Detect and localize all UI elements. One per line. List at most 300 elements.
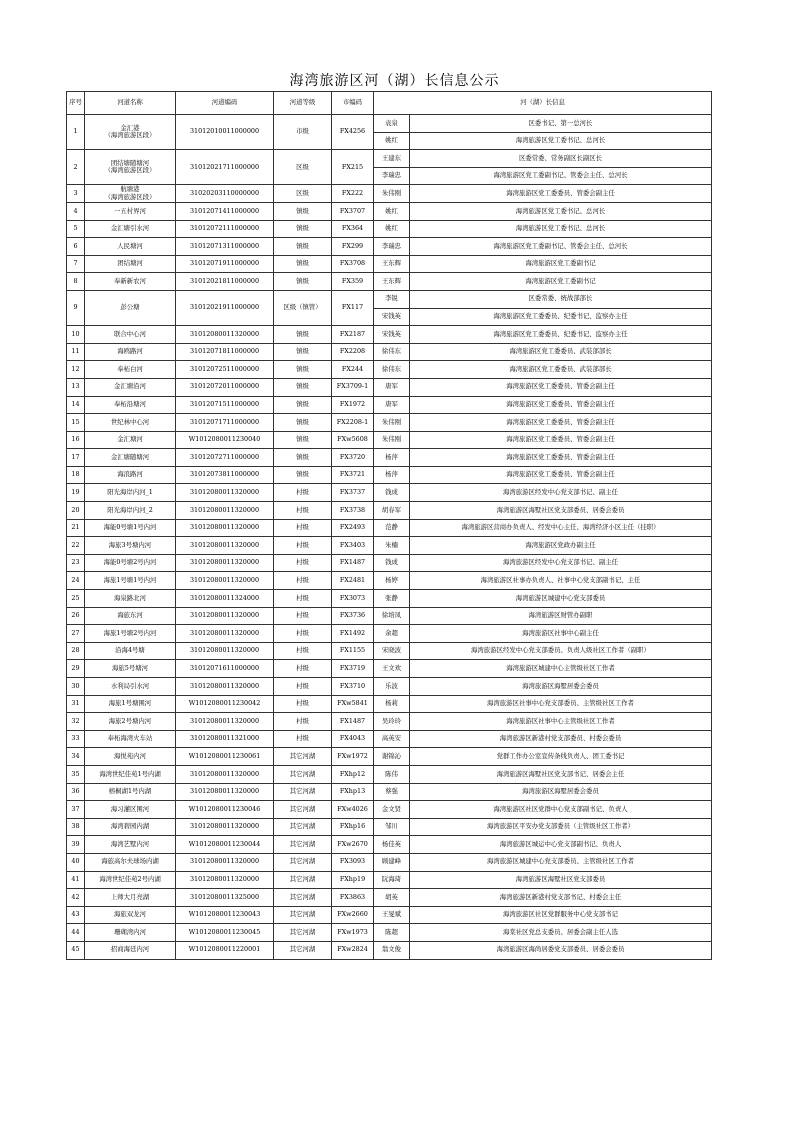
river-code: 31012080011320000 <box>176 783 274 801</box>
chief-position: 区委常委、常务副区长副区长 <box>410 150 712 168</box>
chief-position: 海湾旅游区党工委委员、武装部部长 <box>410 361 712 379</box>
chief-name: 姚红 <box>374 132 410 150</box>
chief-position: 海湾旅游区城建中心党支部委员 <box>410 590 712 608</box>
river-code: 31012080011320000 <box>176 853 274 871</box>
chief-position: 海湾旅游区海墅社区党支部委员、居委会委员 <box>410 502 712 520</box>
city-code: FX1487 <box>332 713 374 731</box>
row-index: 14 <box>67 396 85 414</box>
table-row <box>67 554 712 572</box>
river-code: 31012080011320000 <box>176 713 274 731</box>
table-row <box>67 836 712 854</box>
chief-position: 海湾旅游区党工委副书记 <box>410 273 712 291</box>
river-level: 其它河湖 <box>274 924 332 942</box>
river-name: 金汇塘引水河 <box>85 220 176 238</box>
city-code: FXw1973 <box>332 924 374 942</box>
chief-position: 海湾旅游区海墅社区党支部委员 <box>410 871 712 889</box>
city-code: FXhp19 <box>332 871 374 889</box>
river-name: 海旅高尔夫球场内湖 <box>85 853 176 871</box>
chief-position: 海湾旅游区社事中心副主任 <box>410 625 712 643</box>
chief-name: 范静 <box>374 519 410 537</box>
river-level: 村级 <box>274 678 332 696</box>
river-code: W1012080011230044 <box>176 836 274 854</box>
river-level: 镇级 <box>274 273 332 291</box>
river-code: 31012073811000000 <box>176 466 274 484</box>
row-index: 30 <box>67 678 85 696</box>
chief-name: 徐伟东 <box>374 361 410 379</box>
chief-name: 谢锦沁 <box>374 748 410 766</box>
city-code: FXw1972 <box>332 748 374 766</box>
header-index: 序号 <box>67 92 85 115</box>
table-row <box>67 519 712 537</box>
river-level: 村级 <box>274 519 332 537</box>
city-code: FX3709-1 <box>332 378 374 396</box>
river-code: 31012080011320000 <box>176 326 274 344</box>
city-code: FX3073 <box>332 590 374 608</box>
header-river-name: 河道名称 <box>85 92 176 115</box>
river-level: 镇级 <box>274 431 332 449</box>
river-level: 其它河湖 <box>274 801 332 819</box>
row-index: 43 <box>67 906 85 924</box>
city-code: FX364 <box>332 220 374 238</box>
river-level: 村级 <box>274 713 332 731</box>
chief-position: 区委常委、统战部部长 <box>410 290 712 308</box>
river-name: 海湾世纪佳苑2号内湖 <box>85 871 176 889</box>
chief-position: 海湾旅游区党政办副主任 <box>410 537 712 555</box>
table-row <box>67 871 712 889</box>
city-code: FX3863 <box>332 889 374 907</box>
city-code: FXhp13 <box>332 783 374 801</box>
river-code: 31012080011321000 <box>176 730 274 748</box>
river-level: 村级 <box>274 642 332 660</box>
row-index: 3 <box>67 185 85 203</box>
chief-position: 海湾旅游区新港村党支部委员、村委会委员 <box>410 730 712 748</box>
chief-name: 陈伟 <box>374 765 410 783</box>
chief-name: 李瑞忠 <box>374 238 410 256</box>
chief-position: 海湾旅游区社区党群服务中心党支部书记 <box>410 906 712 924</box>
chief-name: 翁文俊 <box>374 941 410 959</box>
row-index: 13 <box>67 378 85 396</box>
river-name: 榕桐湖1号内湖 <box>85 783 176 801</box>
chief-name: 朱伟刚 <box>374 414 410 432</box>
table-row <box>67 765 712 783</box>
river-code: 31012072711000000 <box>176 449 274 467</box>
chief-position: 海湾旅游区党工委委员、纪委书记、监察办主任 <box>410 308 712 326</box>
city-code: FX1492 <box>332 625 374 643</box>
river-code: W1012080011230042 <box>176 695 274 713</box>
chief-position: 海湾旅游区党工委委员、管委会副主任 <box>410 431 712 449</box>
table-row <box>67 273 712 291</box>
river-code: 31012071711000000 <box>176 414 274 432</box>
chief-name: 朱楠 <box>374 537 410 555</box>
row-index: 35 <box>67 765 85 783</box>
table-row <box>67 607 712 625</box>
chief-name: 徐伟东 <box>374 343 410 361</box>
river-name: 海旅1号塘1号内河 <box>85 572 176 590</box>
river-name: 海旅双龙河 <box>85 906 176 924</box>
table-row <box>67 924 712 942</box>
table-body <box>67 115 712 960</box>
river-level: 区级 <box>274 185 332 203</box>
river-level: 镇级 <box>274 202 332 220</box>
chief-name: 唐军 <box>374 396 410 414</box>
table-row <box>67 150 712 168</box>
river-name: 海旅1号塘围河 <box>85 695 176 713</box>
row-index: 7 <box>67 255 85 273</box>
river-code: 31012080011320000 <box>176 625 274 643</box>
chief-position: 海湾旅游区党工委委员、管委会副主任 <box>410 449 712 467</box>
river-code: 31012021911000000 <box>176 290 274 325</box>
row-index: 1 <box>67 115 85 150</box>
river-level: 区级（镇管） <box>274 290 332 325</box>
table-row <box>67 202 712 220</box>
row-index: 2 <box>67 150 85 185</box>
row-index: 18 <box>67 466 85 484</box>
river-name: 一五村界河 <box>85 202 176 220</box>
city-code: FX215 <box>332 150 374 185</box>
chief-name: 袁泉 <box>374 115 410 133</box>
row-index: 22 <box>67 537 85 555</box>
river-name: 人民塘河 <box>85 238 176 256</box>
chief-position: 海湾旅游区社事办负责人、社事中心党支部副书记、主任 <box>410 572 712 590</box>
river-code: 31012080011320000 <box>176 572 274 590</box>
chief-name: 宋钱英 <box>374 326 410 344</box>
river-level: 镇级 <box>274 343 332 361</box>
river-name: 海旅2号塘内河 <box>85 713 176 731</box>
table-row <box>67 853 712 871</box>
row-index: 31 <box>67 695 85 713</box>
river-code: W1012080011230061 <box>176 748 274 766</box>
row-index: 23 <box>67 554 85 572</box>
river-name: 奉新新农河 <box>85 273 176 291</box>
river-level: 镇级 <box>274 378 332 396</box>
river-level: 镇级 <box>274 449 332 467</box>
header-river-code: 河道编码 <box>176 92 274 115</box>
chief-position: 区委书记、第一总河长 <box>410 115 712 133</box>
chief-position: 海湾旅游区财管办副职 <box>410 607 712 625</box>
river-level: 其它河湖 <box>274 871 332 889</box>
table-row <box>67 343 712 361</box>
city-code: FX3738 <box>332 502 374 520</box>
river-code: W1012080011220001 <box>176 941 274 959</box>
river-name: 金汇塘河 <box>85 431 176 449</box>
row-index: 39 <box>67 836 85 854</box>
river-name: 世纪林中心河 <box>85 414 176 432</box>
city-code: FX359 <box>332 273 374 291</box>
city-code: FX3093 <box>332 853 374 871</box>
river-code: 31012080011320000 <box>176 765 274 783</box>
table-row <box>67 537 712 555</box>
chief-position: 海湾旅游区城运中心党支部副书记、负责人 <box>410 836 712 854</box>
table-row <box>67 695 712 713</box>
chief-position: 海湾旅游区党工委委员、纪委书记、监察办主任 <box>410 326 712 344</box>
city-code: FXw4026 <box>332 801 374 819</box>
river-name: 海能0号塘1号内河 <box>85 519 176 537</box>
river-level: 镇级 <box>274 220 332 238</box>
row-index: 4 <box>67 202 85 220</box>
row-index: 44 <box>67 924 85 942</box>
chief-position: 海湾旅游区党工委副书记 <box>410 255 712 273</box>
chief-name: 陈超 <box>374 924 410 942</box>
row-index: 17 <box>67 449 85 467</box>
city-code: FX3721 <box>332 466 374 484</box>
river-name: 团结塘河 <box>85 255 176 273</box>
river-name: 奉柘海湾火车站 <box>85 730 176 748</box>
river-level: 镇级 <box>274 396 332 414</box>
page-title: 海湾旅游区河（湖）长信息公示 <box>289 73 500 89</box>
chief-name: 张静 <box>374 590 410 608</box>
river-code: 31020203110000000 <box>176 185 274 203</box>
river-code: 31012080011320000 <box>176 502 274 520</box>
chief-position: 海湾旅游区党工委书记、总河长 <box>410 132 712 150</box>
river-level: 村级 <box>274 730 332 748</box>
river-level: 其它河湖 <box>274 836 332 854</box>
chief-name: 王旻斌 <box>374 906 410 924</box>
row-index: 10 <box>67 326 85 344</box>
city-code: FXw2660 <box>332 906 374 924</box>
city-code: FXw2824 <box>332 941 374 959</box>
table-row <box>67 783 712 801</box>
river-code: 31012010011000000 <box>176 115 274 150</box>
row-index: 12 <box>67 361 85 379</box>
chief-position: 海湾旅游区党工委委员、管委会副主任 <box>410 378 712 396</box>
table-header-row <box>67 92 712 115</box>
river-name: 海能0号塘2号内河 <box>85 554 176 572</box>
chief-position: 海湾旅游区党工委书记、总河长 <box>410 220 712 238</box>
river-level: 镇级 <box>274 361 332 379</box>
chief-name: 胡春军 <box>374 502 410 520</box>
river-code: 31012080011320000 <box>176 818 274 836</box>
row-index: 15 <box>67 414 85 432</box>
row-index: 45 <box>67 941 85 959</box>
city-code: FXhp16 <box>332 818 374 836</box>
row-index: 8 <box>67 273 85 291</box>
river-name: 金汇塘沿河 <box>85 378 176 396</box>
row-index: 16 <box>67 431 85 449</box>
river-level: 其它河湖 <box>274 818 332 836</box>
chief-position: 海湾旅游区新港村党支部书记、村委会主任 <box>410 889 712 907</box>
river-code: 31012021711000000 <box>176 150 274 185</box>
chief-name: 胡英 <box>374 889 410 907</box>
chief-name: 杨萍 <box>374 466 410 484</box>
river-name: 海旅东河 <box>85 607 176 625</box>
row-index: 5 <box>67 220 85 238</box>
river-level: 村级 <box>274 607 332 625</box>
river-name: 水利局引水河 <box>85 678 176 696</box>
row-index: 26 <box>67 607 85 625</box>
river-code: 31012071611000000 <box>176 660 274 678</box>
row-index: 25 <box>67 590 85 608</box>
city-code: FX222 <box>332 185 374 203</box>
table-row <box>67 484 712 502</box>
river-code: 31012080011320000 <box>176 537 274 555</box>
city-code: FX299 <box>332 238 374 256</box>
chief-position: 海湾旅游区党工委委员、武装部部长 <box>410 343 712 361</box>
river-level: 市级 <box>274 115 332 150</box>
river-level: 村级 <box>274 590 332 608</box>
chief-position: 海湾旅游区海墅社区党支部书记、居委会主任 <box>410 765 712 783</box>
chief-name: 吴玲玲 <box>374 713 410 731</box>
city-code: FXw5608 <box>332 431 374 449</box>
river-name: 沿海4号塘 <box>85 642 176 660</box>
river-name: 阳光海岸内河_1 <box>85 484 176 502</box>
chief-name: 阮海琦 <box>374 871 410 889</box>
city-code: FX117 <box>332 290 374 325</box>
table-row <box>67 730 712 748</box>
river-level: 其它河湖 <box>274 853 332 871</box>
river-code: 31012071511000000 <box>176 396 274 414</box>
river-level: 村级 <box>274 502 332 520</box>
river-code: 31012071311000000 <box>176 238 274 256</box>
city-code: FX3710 <box>332 678 374 696</box>
chief-name: 朱伟刚 <box>374 185 410 203</box>
chief-position: 海湾旅游区党工委委员、管委会副主任 <box>410 414 712 432</box>
river-level: 村级 <box>274 484 332 502</box>
river-name: 海泉路北河 <box>85 590 176 608</box>
river-name: 海旅1号塘2号内河 <box>85 625 176 643</box>
river-code: 31012072011000000 <box>176 378 274 396</box>
river-level: 村级 <box>274 554 332 572</box>
row-index: 32 <box>67 713 85 731</box>
table-row <box>67 678 712 696</box>
table-row <box>67 660 712 678</box>
table-row <box>67 238 712 256</box>
chief-name: 金文贤 <box>374 801 410 819</box>
table-row <box>67 185 712 203</box>
chief-position: 海湾旅游区党工委委员、管委会副主任 <box>410 185 712 203</box>
row-index: 21 <box>67 519 85 537</box>
city-code: FX2208 <box>332 343 374 361</box>
city-code: FX3736 <box>332 607 374 625</box>
river-name: 招商海廷内河 <box>85 941 176 959</box>
chief-position: 海湾旅游区社事中心党支部委员、主管级社区工作者 <box>410 695 712 713</box>
row-index: 34 <box>67 748 85 766</box>
river-name: 金汇塘随塘河 <box>85 449 176 467</box>
river-level: 村级 <box>274 625 332 643</box>
chief-position: 党群工作办公室宣传条线负责人、团工委书记 <box>410 748 712 766</box>
city-code: FX3720 <box>332 449 374 467</box>
river-level: 村级 <box>274 572 332 590</box>
river-name: 奉柘白河 <box>85 361 176 379</box>
row-index: 6 <box>67 238 85 256</box>
river-code: 31012080011320000 <box>176 484 274 502</box>
row-index: 36 <box>67 783 85 801</box>
row-index: 28 <box>67 642 85 660</box>
river-name: 海湾世纪佳苑1号内湖 <box>85 765 176 783</box>
river-code: W1012080011230043 <box>176 906 274 924</box>
river-code: 31012080011320000 <box>176 678 274 696</box>
city-code: FXw2670 <box>332 836 374 854</box>
river-level: 村级 <box>274 537 332 555</box>
table-row <box>67 502 712 520</box>
chief-name: 王文欢 <box>374 660 410 678</box>
header-chief-info: 河（湖）长信息 <box>374 92 712 115</box>
chief-position: 海湾旅游区党工委副书记、管委会主任、总河长 <box>410 167 712 185</box>
river-code: 31012080011325000 <box>176 889 274 907</box>
river-level: 镇级 <box>274 238 332 256</box>
river-level: 镇级 <box>274 255 332 273</box>
river-name: 上师大月亮湖 <box>85 889 176 907</box>
chief-name: 杨佳英 <box>374 836 410 854</box>
table-row <box>67 625 712 643</box>
river-level: 村级 <box>274 695 332 713</box>
river-code: 31012072511000000 <box>176 361 274 379</box>
chief-name: 王东辉 <box>374 273 410 291</box>
river-level: 其它河湖 <box>274 906 332 924</box>
chief-name: 姚红 <box>374 202 410 220</box>
table-row <box>67 431 712 449</box>
city-code: FX4256 <box>332 115 374 150</box>
chief-name: 钱成 <box>374 484 410 502</box>
row-index: 24 <box>67 572 85 590</box>
table-row <box>67 941 712 959</box>
chief-position: 海湾旅游区党工委副书记、管委会主任、总河长 <box>410 238 712 256</box>
table-row <box>67 361 712 379</box>
river-code: W1012080011230040 <box>176 431 274 449</box>
table-row <box>67 713 712 731</box>
river-level: 其它河湖 <box>274 889 332 907</box>
chief-name: 王东辉 <box>374 255 410 273</box>
river-name: 海鸥路河 <box>85 343 176 361</box>
river-code: 31012080011320000 <box>176 871 274 889</box>
row-index: 27 <box>67 625 85 643</box>
table-row <box>67 115 712 133</box>
city-code: FXw5841 <box>332 695 374 713</box>
table-row <box>67 801 712 819</box>
river-level: 其它河湖 <box>274 765 332 783</box>
river-level: 镇级 <box>274 466 332 484</box>
river-name: 团结塘随塘河 （海湾旅游区段） <box>85 150 176 185</box>
river-level: 其它河湖 <box>274 941 332 959</box>
table-row <box>67 466 712 484</box>
chief-position: 海湾旅游区城建中心主管级社区工作者 <box>410 660 712 678</box>
chief-position: 海棠社区党总支委员、居委会副主任人选 <box>410 924 712 942</box>
city-code: FX3403 <box>332 537 374 555</box>
row-index: 11 <box>67 343 85 361</box>
row-index: 42 <box>67 889 85 907</box>
river-code: 31012080011324000 <box>176 590 274 608</box>
chief-name: 杨莉 <box>374 695 410 713</box>
chief-name: 姚红 <box>374 220 410 238</box>
table-row <box>67 396 712 414</box>
chief-name: 徐培凤 <box>374 607 410 625</box>
row-index: 33 <box>67 730 85 748</box>
city-code: FXhp12 <box>332 765 374 783</box>
chief-position: 海湾旅游区平安办党支部委员（主管级社区工作者） <box>410 818 712 836</box>
city-code: FX2493 <box>332 519 374 537</box>
chief-position: 海湾旅游区党工委书记、总河长 <box>410 202 712 220</box>
river-code: 31012080011320000 <box>176 519 274 537</box>
river-code: 31012080011320000 <box>176 642 274 660</box>
river-code: W1012080011230045 <box>176 924 274 942</box>
river-level: 村级 <box>274 660 332 678</box>
river-code: 31012072111000000 <box>176 220 274 238</box>
river-name: 海湾碧园内湖 <box>85 818 176 836</box>
table-row <box>67 290 712 308</box>
chief-name: 李锐 <box>374 290 410 308</box>
river-code: 31012071911000000 <box>176 255 274 273</box>
river-name: 阳光海岸内河_2 <box>85 502 176 520</box>
river-code: 31012021811000000 <box>176 273 274 291</box>
chief-name: 乐波 <box>374 678 410 696</box>
chief-name: 朱伟刚 <box>374 431 410 449</box>
city-code: FX1155 <box>332 642 374 660</box>
chief-name: 顾建峰 <box>374 853 410 871</box>
chief-name: 王建东 <box>374 150 410 168</box>
city-code: FX4043 <box>332 730 374 748</box>
city-code: FX3719 <box>332 660 374 678</box>
river-level: 区级 <box>274 150 332 185</box>
city-code: FX3737 <box>332 484 374 502</box>
